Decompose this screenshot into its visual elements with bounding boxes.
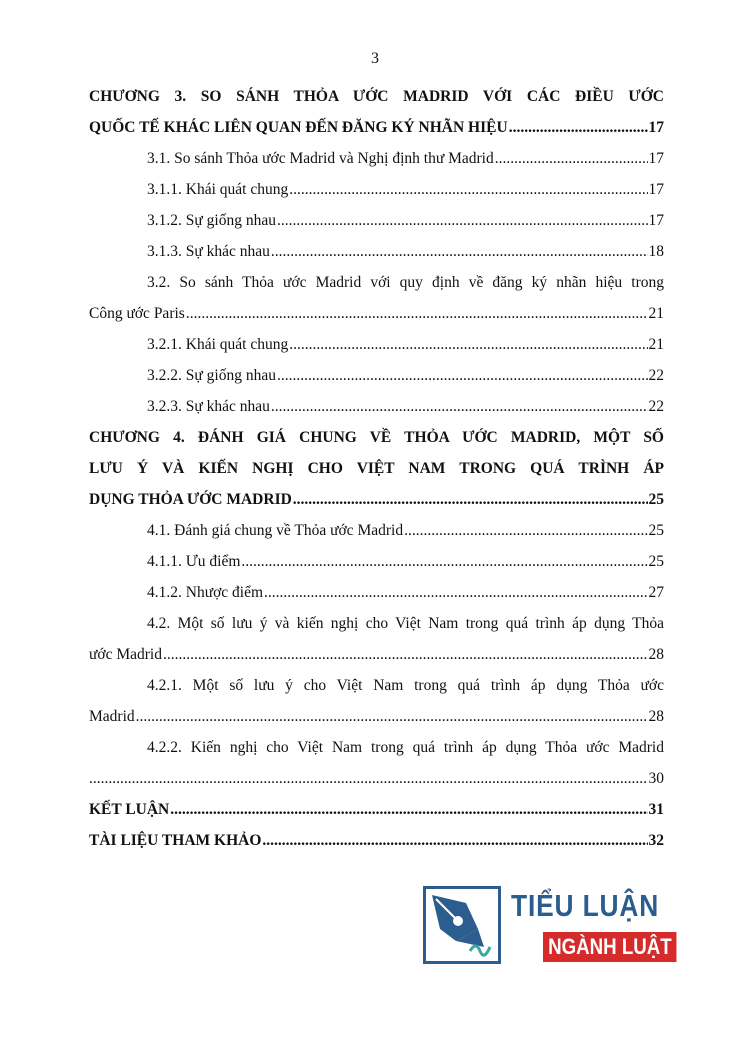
toc-entry-3-2-2[interactable] (89, 367, 664, 398)
toc-entry-4-2-1-line2[interactable] (89, 708, 664, 739)
toc-entry-3-1-2[interactable] (89, 212, 664, 243)
toc-entry-page: 30 (648, 770, 664, 787)
toc-conclusion[interactable] (89, 801, 664, 832)
toc-entry-page: 22 (648, 367, 664, 384)
dot-leader (170, 801, 647, 819)
page-number: 3 (371, 50, 379, 67)
toc-entry-page: 21 (648, 305, 664, 322)
toc-ch3-title-line1: CHƯƠNG 3. SO SÁNH THỎA ƯỚC MADRID VỚI CÁC ĐIỀU ƯỚC (89, 88, 664, 105)
toc-entry-label: 4.1. Đánh giá chung về Thỏa ước Madrid (147, 522, 404, 539)
dot-leader (89, 770, 648, 788)
toc-ch3-label: QUỐC TẾ KHÁC LIÊN QUAN ĐẾN ĐĂNG KÝ NHÃN HIỆU (89, 119, 508, 136)
toc-entry-3-2-line1[interactable]: 3.2. So sánh Thỏa ước Madrid với quy định về đăng ký nhãn hiệu trong (147, 274, 664, 291)
dot-leader (262, 832, 647, 850)
logo-title: TIỂU LUẬN (511, 888, 660, 923)
toc-entry-page: 18 (648, 243, 664, 260)
toc-entry-label: 3.2.2. Sự giống nhau (147, 367, 276, 384)
dot-leader (271, 398, 648, 416)
table-of-contents (89, 88, 664, 863)
dot-leader (271, 243, 648, 261)
toc-ch4-label: DỤNG THỎA ƯỚC MADRID (89, 491, 292, 508)
toc-entry-page: 32 (648, 832, 664, 849)
toc-entry-label: 4.1.2. Nhược điểm (147, 584, 264, 601)
toc-ch3-page: 17 (648, 119, 664, 136)
pen-nib-icon (423, 886, 501, 964)
dot-leader (163, 646, 648, 664)
toc-entry-page: 17 (648, 212, 664, 229)
toc-entry-label: TÀI LIỆU THAM KHẢO (89, 832, 262, 849)
toc-ch4-title-line1: CHƯƠNG 4. ĐÁNH GIÁ CHUNG VỀ THỎA ƯỚC MADRID, MỘT SỐ (89, 429, 664, 446)
toc-ch4-title-line2: LƯU Ý VÀ KIẾN NGHỊ CHO VIỆT NAM TRONG QUÁ TRÌNH ÁP (89, 460, 664, 477)
toc-entry-4-2-2-line2[interactable] (89, 770, 664, 801)
dot-leader (404, 522, 647, 540)
toc-entry-3-2-line2[interactable] (89, 305, 664, 336)
dot-leader (241, 553, 647, 571)
toc-ch4-page: 25 (648, 491, 664, 508)
dot-leader (293, 491, 648, 509)
toc-ch3-title-line2 (89, 119, 664, 150)
toc-entry-label: 3.2.3. Sự khác nhau (147, 398, 270, 415)
toc-entry-page: 17 (648, 150, 664, 167)
toc-entry-page: 31 (648, 801, 664, 818)
dot-leader (186, 305, 648, 323)
toc-entry-page: 25 (648, 553, 664, 570)
toc-entry-4-2-1-line1[interactable]: 4.2.1. Một số lưu ý cho Việt Nam trong quá trình áp dụng Thỏa ước (147, 677, 664, 694)
dot-leader (289, 181, 647, 199)
toc-entry-4-2-line2[interactable] (89, 646, 664, 677)
toc-entry-3-1-3[interactable] (89, 243, 664, 274)
ink-swirl (470, 946, 490, 955)
toc-entry-4-1-2[interactable] (89, 584, 664, 615)
toc-entry-page: 28 (648, 646, 664, 663)
dot-leader (277, 212, 648, 230)
dot-leader (495, 150, 648, 168)
toc-entry-label: Công ước Paris (89, 305, 185, 322)
dot-leader (289, 336, 647, 354)
dot-leader (509, 119, 648, 137)
toc-entry-page: 25 (648, 522, 664, 539)
toc-entry-4-1-1[interactable] (89, 553, 664, 584)
brand-logo (423, 886, 672, 970)
toc-entry-label: Madrid (89, 708, 135, 725)
toc-entry-label: 3.2.1. Khái quát chung (147, 336, 289, 353)
toc-entry-4-2-line1[interactable]: 4.2. Một số lưu ý và kiến nghị cho Việt Nam trong quá trình áp dụng Thỏa (147, 615, 664, 632)
toc-entry-label: 3.1.1. Khái quát chung (147, 181, 289, 198)
toc-references[interactable] (89, 832, 664, 863)
toc-entry-4-1[interactable] (89, 522, 664, 553)
logo-subtitle: NGÀNH LUẬT (543, 932, 677, 962)
toc-entry-page: 21 (648, 336, 664, 353)
toc-entry-label: 3.1.3. Sự khác nhau (147, 243, 270, 260)
toc-entry-page: 22 (648, 398, 664, 415)
toc-entry-page: 17 (648, 181, 664, 198)
toc-entry-label: KẾT LUẬN (89, 801, 170, 818)
toc-entry-label: 4.1.1. Ưu điểm (147, 553, 241, 570)
toc-entry-label: ước Madrid (89, 646, 162, 663)
toc-entry-3-1-1[interactable] (89, 181, 664, 212)
dot-leader (277, 367, 648, 385)
toc-entry-page: 28 (648, 708, 664, 725)
dot-leader (136, 708, 648, 726)
toc-entry-3-2-3[interactable] (89, 398, 664, 429)
pen-nib-graphic (426, 889, 498, 961)
toc-entry-3-1[interactable] (89, 150, 664, 181)
dot-leader (264, 584, 647, 602)
toc-entry-3-2-1[interactable] (89, 336, 664, 367)
toc-entry-page: 27 (648, 584, 664, 601)
toc-entry-4-2-2-line1[interactable]: 4.2.2. Kiến nghị cho Việt Nam trong quá trình áp dụng Thỏa ước Madrid (147, 739, 664, 756)
toc-entry-label: 3.1.2. Sự giống nhau (147, 212, 276, 229)
toc-ch4-title-line3 (89, 491, 664, 522)
toc-entry-label: 3.1. So sánh Thỏa ước Madrid và Nghị định thư Madrid (147, 150, 494, 167)
